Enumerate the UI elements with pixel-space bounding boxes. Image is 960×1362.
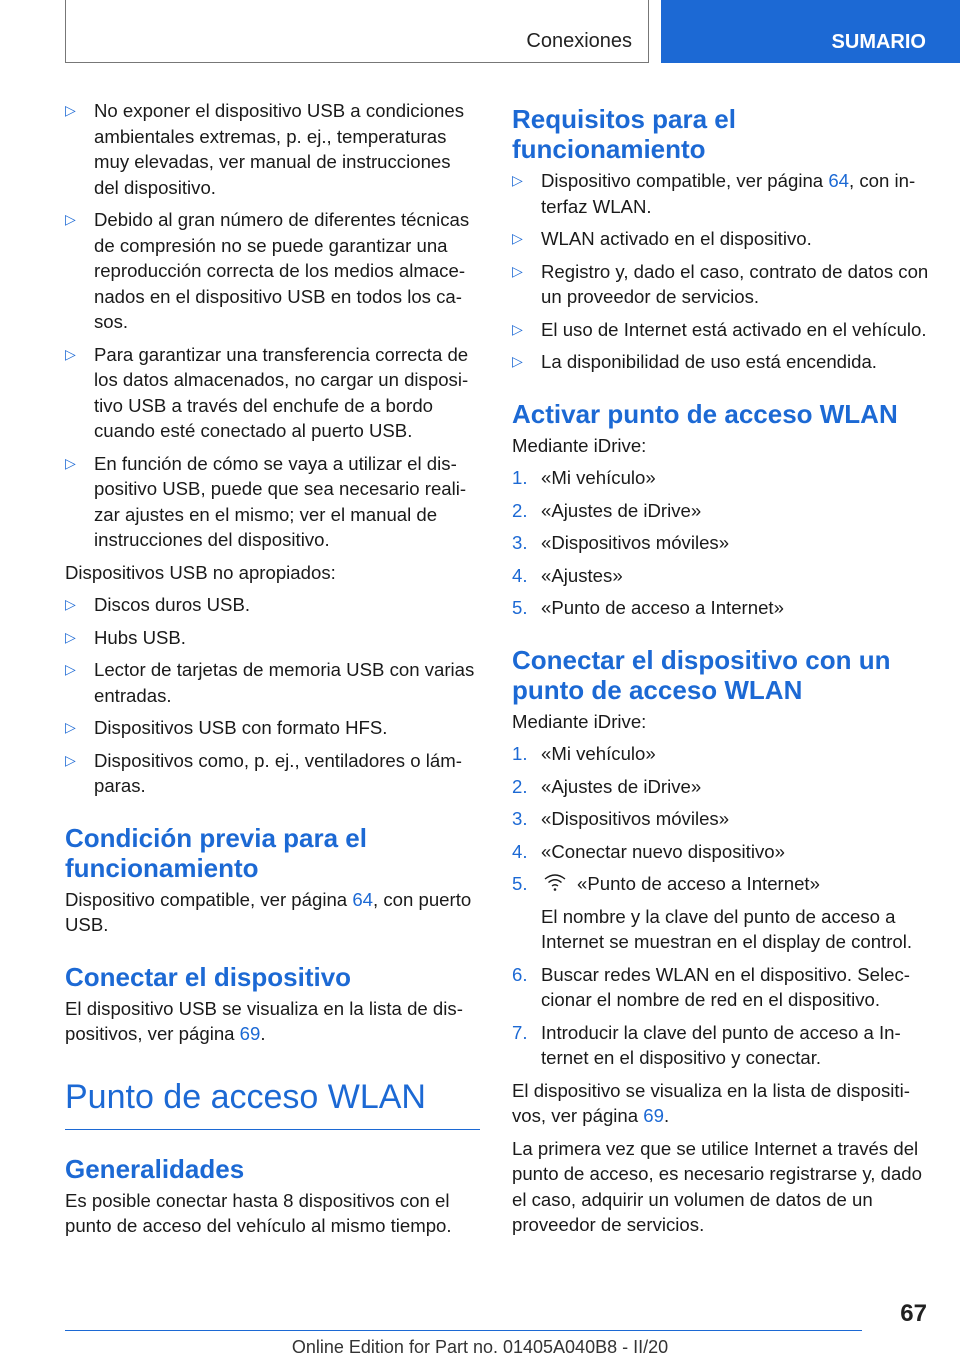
page-number: 67 xyxy=(900,1300,927,1327)
bullet-triangle-icon: ▷ xyxy=(512,172,523,188)
general-heading: Generalidades xyxy=(65,1153,245,1184)
step-item: 2. «Ajustes de iDrive» xyxy=(512,775,702,797)
step-item: 1. «Mi vehículo» xyxy=(512,467,656,488)
bullet-triangle-icon: ▷ xyxy=(512,262,523,279)
step-item: 7. Introducir la clave del punto de acceso a Internet en el dispositivo y conectar. xyxy=(512,1021,901,1068)
list-item: ▷ Hubs USB. xyxy=(65,625,480,651)
list-item: ▷ La disponibilidad de uso está encendida. xyxy=(512,349,930,375)
step-item: 2. «Ajustes de iDrive» xyxy=(512,499,702,521)
left-column xyxy=(65,98,480,1246)
list-item: ▷ WLAN activado en el dispositivo. xyxy=(512,226,930,252)
connect-device-text: El dispositivo USB se visualiza en la lista de dispositivos, ver página 69. xyxy=(65,997,463,1044)
section-title: Conexiones xyxy=(526,30,632,52)
step-item: 4. «Ajustes» xyxy=(512,564,623,586)
list-item: ▷ Para garantizar una transferencia correcta de los datos almacenados, no cargar un dispositivo USB a través del enchufe de a bordo cuando esté conectado al puerto USB. xyxy=(65,343,469,441)
list-item: ▷ Dispositivos como, p. ej., ventiladores o lámparas. xyxy=(65,749,462,796)
bullet-triangle-icon: ▷ xyxy=(65,751,76,768)
requirements-heading: Requisitos para el funcionamiento xyxy=(512,104,736,164)
connect-hotspot-heading: Conectar el dispositivo con un punto de acceso WLAN xyxy=(512,644,891,705)
not-suitable-list xyxy=(65,592,480,799)
page-link[interactable]: 69 xyxy=(643,1105,664,1126)
bullet-triangle-icon: ▷ xyxy=(65,719,76,735)
activate-steps-list xyxy=(512,465,930,621)
list-item: ▷ En función de cómo se vaya a utilizar el dispositivo USB, puede que sea necesario realizar ajustes en el mismo; ver el manual de instrucciones del dispositivo. xyxy=(65,452,467,550)
activate-hotspot-heading: Activar punto de acceso WLAN xyxy=(512,398,898,429)
list-item: ▷ Registro y, dado el caso, contrato de datos con un proveedor de servicios. xyxy=(512,260,929,307)
bullet-triangle-icon: ▷ xyxy=(65,628,76,645)
bullet-triangle-icon: ▷ xyxy=(65,345,76,362)
bullet-triangle-icon: ▷ xyxy=(512,230,523,246)
via-idrive-label: Mediante iDrive: xyxy=(512,434,647,456)
step-item: 6. Buscar redes WLAN en el dispositivo. Seleccionar el nombre de red en el dispositivo. xyxy=(512,963,910,1010)
step-item: 4. «Conectar nuevo dispositivo» xyxy=(512,840,785,862)
bullet-triangle-icon: ▷ xyxy=(65,454,76,471)
bullet-triangle-icon: ▷ xyxy=(512,353,523,369)
page-link[interactable]: 69 xyxy=(239,1023,261,1044)
list-item: ▷ Debido al gran número de diferentes técnicas de compresión no se puede garantizar una reproducción correcta de los medios almacenados en el dispositivo USB en todos los casos. xyxy=(65,209,470,332)
edition-footer: Online Edition for Part no. 01405A040B8 - II/20 xyxy=(291,1337,669,1357)
connect-steps-list xyxy=(512,741,930,1071)
usb-warnings-list xyxy=(65,98,480,553)
bullet-triangle-icon: ▷ xyxy=(512,320,523,337)
connect-device-heading: Conectar el dispositivo xyxy=(65,961,352,992)
wlan-hotspot-title: Punto de acceso WLAN xyxy=(65,1077,480,1130)
list-item: ▷ El uso de Internet está activado en el vehículo. xyxy=(512,317,930,343)
bullet-triangle-icon: ▷ xyxy=(65,102,76,118)
wifi-icon xyxy=(543,872,567,892)
bullet-triangle-icon: ▷ xyxy=(65,661,76,677)
footer-divider xyxy=(65,1330,862,1331)
list-item: ▷ Dispositivos USB con formato HFS. xyxy=(65,715,480,741)
bullet-triangle-icon: ▷ xyxy=(65,596,76,612)
page-header xyxy=(0,0,960,64)
step-item: 3. «Dispositivos móviles» xyxy=(512,808,730,829)
list-item: ▷ No exponer el dispositivo USB a condiciones ambientales extremas, p. ej., temperaturas muy elevadas, ver manual de instrucciones del dispositivo. xyxy=(65,100,465,198)
page-link[interactable]: 64 xyxy=(352,888,374,910)
step-item: 1. «Mi vehículo» xyxy=(512,743,656,764)
list-item: ▷ Dispositivo compatible, ver página 64, con interfaz WLAN. xyxy=(512,170,916,217)
step-item: 5. «Punto de acceso a Internet» xyxy=(512,873,820,894)
requirements-list xyxy=(512,168,930,375)
device-list-text: El dispositivo se visualiza en la lista de dispositivos, ver página 69. xyxy=(512,1079,910,1126)
prereq-text: Dispositivo compatible, ver página 64, con puerto USB. xyxy=(65,888,472,935)
list-item: ▷ Discos duros USB. xyxy=(65,592,480,618)
step-item: 3. «Dispositivos móviles» xyxy=(512,532,730,553)
section-tab xyxy=(65,0,649,63)
toc-button-label: SUMARIO xyxy=(831,31,926,53)
prereq-heading: Condición previa para el funcionamiento xyxy=(65,822,367,883)
not-suitable-intro: Dispositivos USB no apropiados: xyxy=(65,561,336,583)
via-idrive-label: Mediante iDrive: xyxy=(512,710,647,732)
step-item: 5. «Punto de acceso a Internet» xyxy=(512,597,784,618)
step5-note: El nombre y la clave del punto de acceso a Internet se muestran en el display de control. xyxy=(541,905,913,952)
first-use-text: La primera vez que se utilice Internet a través del punto de acceso, es necesario registrarse y, dado el caso, adquirir un volumen de datos de un proveedor de servicios. xyxy=(512,1137,922,1235)
right-column xyxy=(512,98,930,1245)
page-link[interactable]: 64 xyxy=(828,170,850,191)
general-text: Es posible conectar hasta 8 dispositivos con el punto de acceso del vehículo al mismo tiempo. xyxy=(65,1189,452,1236)
list-item: ▷ Lector de tarjetas de memoria USB con varias entradas. xyxy=(65,659,475,706)
bullet-triangle-icon: ▷ xyxy=(65,211,76,227)
toc-button[interactable] xyxy=(661,0,960,63)
